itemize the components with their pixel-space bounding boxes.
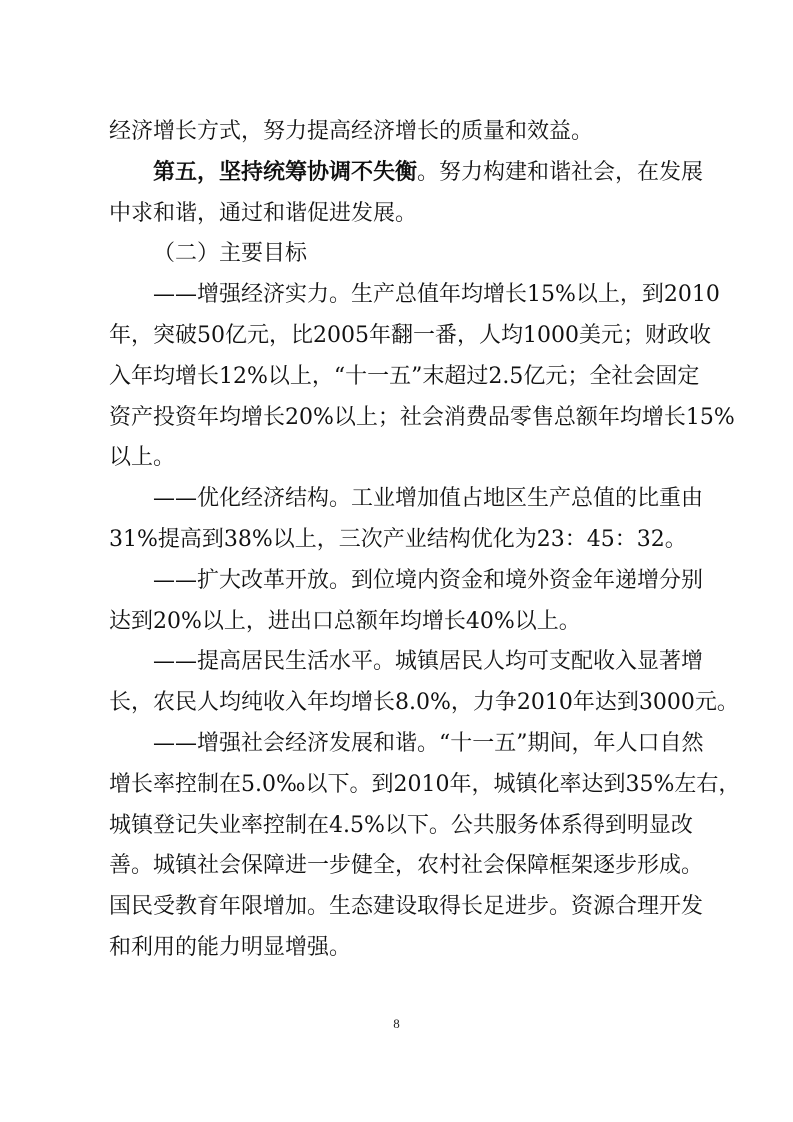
section-heading-main-goals <box>109 234 689 275</box>
text-line-21 <box>109 928 689 969</box>
text-line-13 <box>109 602 689 643</box>
text-line-17 <box>109 765 741 806</box>
text-line-2 <box>109 153 704 194</box>
line-text: ——提高居民生活水平。城镇居民人均可支配收入显著增 <box>153 649 704 675</box>
text-line-1 <box>109 112 689 153</box>
text-line-11 <box>109 520 689 561</box>
text-line-5 <box>109 275 720 316</box>
line-text: （二）主要目标 <box>153 241 308 267</box>
line-text: 城镇登记失业率控制在4.5%以下。公共服务体系得到明显改 <box>109 812 693 838</box>
line-text: 国民受教育年限增加。生态建设取得长足进步。资源合理开发 <box>109 894 704 920</box>
line-text: ——增强社会经济发展和谐。“十一五”期间，年人口自然 <box>153 730 704 756</box>
line-text: ——增强经济实力。生产总值年均增长15%以上，到2010 <box>153 282 720 308</box>
text-line-15 <box>109 683 739 724</box>
line-text: 和利用的能力明显增强。 <box>109 934 352 960</box>
page-number: 8 <box>393 1016 400 1031</box>
body-text <box>109 112 741 969</box>
line-text: 31%提高到38%以上，三次产业结构优化为23：45：32。 <box>109 526 687 552</box>
line-text: ——扩大改革开放。到位境内资金和境外资金年递增分别 <box>153 567 704 593</box>
text-line-19 <box>109 846 704 887</box>
text-line-9 <box>109 438 689 479</box>
text-line-16 <box>109 724 704 765</box>
line-text: 善。城镇社会保障进一步健全，农村社会保障框架逐步形成。 <box>109 853 704 879</box>
line-text: 长，农民人均纯收入年均增长8.0%，力争2010年达到3000元。 <box>109 690 739 716</box>
text-line-20 <box>109 887 704 928</box>
bold-lead-principle-five: 第五，坚持统筹协调不失衡 <box>153 159 418 185</box>
text-line-8 <box>109 398 735 439</box>
line-text: 年，突破50亿元，比2005年翻一番，人均1000美元；财政收 <box>109 322 711 348</box>
text-line-3 <box>109 194 689 235</box>
line-text: 增长率控制在5.0‰以下。到2010年，城镇化率达到35%左右， <box>109 771 741 797</box>
line-text: 经济增长方式，努力提高经济增长的质量和效益。 <box>109 119 594 144</box>
line-text: 达到20%以上，进出口总额年均增长40%以上。 <box>109 608 581 634</box>
line-text: 入年均增长12%以上，“十一五”末超过2.5亿元；全社会固定 <box>109 363 700 389</box>
line-text: 中求和谐，通过和谐促进发展。 <box>109 200 418 226</box>
line-text: 。努力构建和谐社会，在发展 <box>417 159 704 185</box>
text-line-6 <box>109 316 711 357</box>
text-line-7 <box>109 357 700 398</box>
line-text: 以上。 <box>109 445 176 471</box>
text-line-14 <box>109 642 704 683</box>
text-line-10 <box>109 479 704 520</box>
text-line-18 <box>109 806 693 847</box>
text-line-12 <box>109 561 704 602</box>
line-text: 资产投资年均增长20%以上；社会消费品零售总额年均增长15% <box>109 404 735 430</box>
line-text: ——优化经济结构。工业增加值占地区生产总值的比重由 <box>153 486 704 512</box>
